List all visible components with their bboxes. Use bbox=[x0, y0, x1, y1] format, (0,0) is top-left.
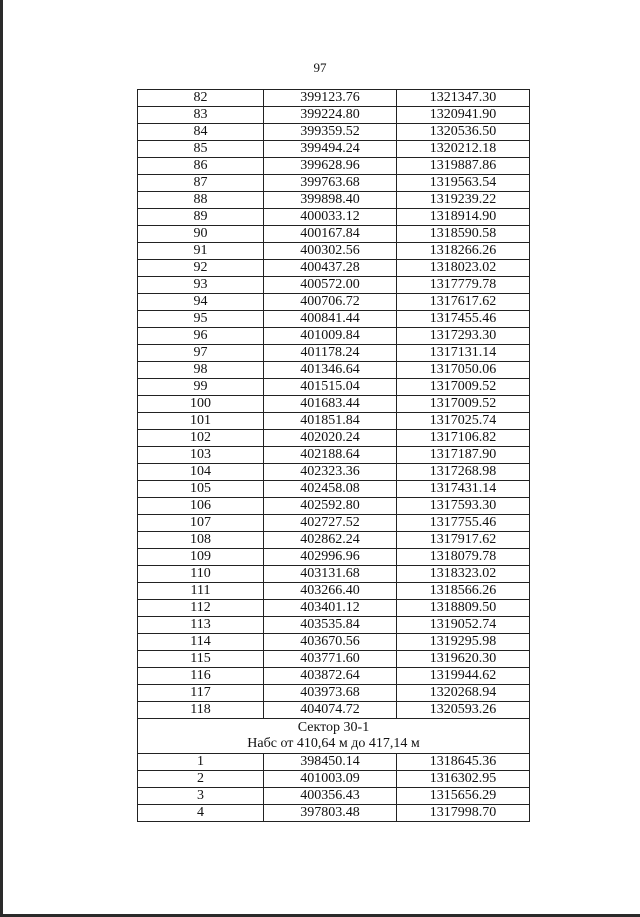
point-number-cell: 99 bbox=[138, 379, 264, 396]
x-coordinate-cell: 401515.04 bbox=[264, 379, 397, 396]
point-number-cell: 114 bbox=[138, 634, 264, 651]
sector-title: Сектор 30-1 bbox=[297, 720, 370, 735]
point-number-cell: 98 bbox=[138, 362, 264, 379]
y-coordinate-cell: 1319620.30 bbox=[397, 651, 530, 668]
x-coordinate-cell: 402323.36 bbox=[264, 464, 397, 481]
point-number-cell: 86 bbox=[138, 158, 264, 175]
point-number-cell: 91 bbox=[138, 243, 264, 260]
page-number: 97 bbox=[313, 60, 327, 75]
y-coordinate-cell: 1317268.98 bbox=[397, 464, 530, 481]
x-coordinate-cell: 400167.84 bbox=[264, 226, 397, 243]
table-row bbox=[138, 226, 530, 243]
table-row bbox=[138, 379, 530, 396]
y-coordinate-cell: 1315656.29 bbox=[397, 788, 530, 805]
y-coordinate-cell: 1320593.26 bbox=[397, 702, 530, 719]
y-coordinate-cell: 1318079.78 bbox=[397, 549, 530, 566]
coordinates-table bbox=[137, 89, 530, 822]
x-coordinate-cell: 400033.12 bbox=[264, 209, 397, 226]
table-row bbox=[138, 90, 530, 107]
x-coordinate-cell: 403973.68 bbox=[264, 685, 397, 702]
x-coordinate-cell: 402862.24 bbox=[264, 532, 397, 549]
y-coordinate-cell: 1320212.18 bbox=[397, 141, 530, 158]
y-coordinate-cell: 1317009.52 bbox=[397, 379, 530, 396]
point-number-cell: 83 bbox=[138, 107, 264, 124]
x-coordinate-cell: 403535.84 bbox=[264, 617, 397, 634]
y-coordinate-cell: 1319295.98 bbox=[397, 634, 530, 651]
sector-subtitle: Набс от 410,64 м до 417,14 м bbox=[247, 736, 420, 751]
point-number-cell: 110 bbox=[138, 566, 264, 583]
table-row bbox=[138, 566, 530, 583]
table-row bbox=[138, 668, 530, 685]
point-number-cell: 85 bbox=[138, 141, 264, 158]
table-row bbox=[138, 345, 530, 362]
point-number-cell: 115 bbox=[138, 651, 264, 668]
x-coordinate-cell: 401009.84 bbox=[264, 328, 397, 345]
y-coordinate-cell: 1319239.22 bbox=[397, 192, 530, 209]
point-number-cell: 93 bbox=[138, 277, 264, 294]
table-row bbox=[138, 685, 530, 702]
point-number-cell: 111 bbox=[138, 583, 264, 600]
y-coordinate-cell: 1319887.86 bbox=[397, 158, 530, 175]
x-coordinate-cell: 404074.72 bbox=[264, 702, 397, 719]
y-coordinate-cell: 1317755.46 bbox=[397, 515, 530, 532]
table-row bbox=[138, 600, 530, 617]
table-row bbox=[138, 192, 530, 209]
point-number-cell: 88 bbox=[138, 192, 264, 209]
table-row bbox=[138, 124, 530, 141]
table-row bbox=[138, 396, 530, 413]
table-row bbox=[138, 260, 530, 277]
table-row bbox=[138, 702, 530, 719]
x-coordinate-cell: 403872.64 bbox=[264, 668, 397, 685]
table-row bbox=[138, 209, 530, 226]
table-row bbox=[138, 464, 530, 481]
table-row bbox=[138, 515, 530, 532]
y-coordinate-cell: 1321347.30 bbox=[397, 90, 530, 107]
sector-header-row bbox=[138, 719, 530, 754]
x-coordinate-cell: 402458.08 bbox=[264, 481, 397, 498]
x-coordinate-cell: 401683.44 bbox=[264, 396, 397, 413]
x-coordinate-cell: 403131.68 bbox=[264, 566, 397, 583]
x-coordinate-cell: 402996.96 bbox=[264, 549, 397, 566]
x-coordinate-cell: 401178.24 bbox=[264, 345, 397, 362]
y-coordinate-cell: 1316302.95 bbox=[397, 771, 530, 788]
table-row bbox=[138, 328, 530, 345]
x-coordinate-cell: 400356.43 bbox=[264, 788, 397, 805]
x-coordinate-cell: 399224.80 bbox=[264, 107, 397, 124]
table-row bbox=[138, 549, 530, 566]
point-number-cell: 109 bbox=[138, 549, 264, 566]
point-number-cell: 84 bbox=[138, 124, 264, 141]
point-number-cell: 92 bbox=[138, 260, 264, 277]
point-number-cell: 103 bbox=[138, 447, 264, 464]
point-number-cell: 112 bbox=[138, 600, 264, 617]
x-coordinate-cell: 403771.60 bbox=[264, 651, 397, 668]
x-coordinate-cell: 400841.44 bbox=[264, 311, 397, 328]
y-coordinate-cell: 1317593.30 bbox=[397, 498, 530, 515]
table-row bbox=[138, 651, 530, 668]
y-coordinate-cell: 1318323.02 bbox=[397, 566, 530, 583]
y-coordinate-cell: 1319944.62 bbox=[397, 668, 530, 685]
point-number-cell: 116 bbox=[138, 668, 264, 685]
y-coordinate-cell: 1317106.82 bbox=[397, 430, 530, 447]
y-coordinate-cell: 1317050.06 bbox=[397, 362, 530, 379]
point-number-cell: 100 bbox=[138, 396, 264, 413]
table-row bbox=[138, 362, 530, 379]
y-coordinate-cell: 1317293.30 bbox=[397, 328, 530, 345]
x-coordinate-cell: 401003.09 bbox=[264, 771, 397, 788]
y-coordinate-cell: 1318645.36 bbox=[397, 754, 530, 771]
point-number-cell: 113 bbox=[138, 617, 264, 634]
point-number-cell: 89 bbox=[138, 209, 264, 226]
x-coordinate-cell: 398450.14 bbox=[264, 754, 397, 771]
y-coordinate-cell: 1320268.94 bbox=[397, 685, 530, 702]
x-coordinate-cell: 397803.48 bbox=[264, 805, 397, 822]
table-row bbox=[138, 294, 530, 311]
table-row bbox=[138, 277, 530, 294]
table-row bbox=[138, 805, 530, 822]
sector-table-body bbox=[138, 754, 530, 822]
table-row bbox=[138, 158, 530, 175]
table-row bbox=[138, 771, 530, 788]
y-coordinate-cell: 1320536.50 bbox=[397, 124, 530, 141]
y-coordinate-cell: 1317025.74 bbox=[397, 413, 530, 430]
x-coordinate-cell: 403401.12 bbox=[264, 600, 397, 617]
point-number-cell: 102 bbox=[138, 430, 264, 447]
y-coordinate-cell: 1320941.90 bbox=[397, 107, 530, 124]
y-coordinate-cell: 1319563.54 bbox=[397, 175, 530, 192]
x-coordinate-cell: 400572.00 bbox=[264, 277, 397, 294]
table-row bbox=[138, 583, 530, 600]
x-coordinate-cell: 399123.76 bbox=[264, 90, 397, 107]
y-coordinate-cell: 1318266.26 bbox=[397, 243, 530, 260]
point-number-cell: 3 bbox=[138, 788, 264, 805]
x-coordinate-cell: 401346.64 bbox=[264, 362, 397, 379]
point-number-cell: 108 bbox=[138, 532, 264, 549]
table-row bbox=[138, 311, 530, 328]
point-number-cell: 105 bbox=[138, 481, 264, 498]
x-coordinate-cell: 402727.52 bbox=[264, 515, 397, 532]
table-row bbox=[138, 243, 530, 260]
point-number-cell: 1 bbox=[138, 754, 264, 771]
point-number-cell: 95 bbox=[138, 311, 264, 328]
x-coordinate-cell: 400437.28 bbox=[264, 260, 397, 277]
x-coordinate-cell: 403266.40 bbox=[264, 583, 397, 600]
x-coordinate-cell: 399763.68 bbox=[264, 175, 397, 192]
y-coordinate-cell: 1318914.90 bbox=[397, 209, 530, 226]
table-row bbox=[138, 788, 530, 805]
sector-header-cell bbox=[138, 719, 530, 754]
table-row bbox=[138, 498, 530, 515]
y-coordinate-cell: 1317187.90 bbox=[397, 447, 530, 464]
point-number-cell: 101 bbox=[138, 413, 264, 430]
table-row bbox=[138, 634, 530, 651]
point-number-cell: 117 bbox=[138, 685, 264, 702]
y-coordinate-cell: 1318590.58 bbox=[397, 226, 530, 243]
y-coordinate-cell: 1317431.14 bbox=[397, 481, 530, 498]
point-number-cell: 87 bbox=[138, 175, 264, 192]
point-number-cell: 90 bbox=[138, 226, 264, 243]
point-number-cell: 4 bbox=[138, 805, 264, 822]
y-coordinate-cell: 1317455.46 bbox=[397, 311, 530, 328]
y-coordinate-cell: 1317131.14 bbox=[397, 345, 530, 362]
y-coordinate-cell: 1318809.50 bbox=[397, 600, 530, 617]
x-coordinate-cell: 399628.96 bbox=[264, 158, 397, 175]
scan-edge-left bbox=[0, 0, 3, 917]
table-row bbox=[138, 447, 530, 464]
table-row bbox=[138, 413, 530, 430]
table-row bbox=[138, 141, 530, 158]
y-coordinate-cell: 1319052.74 bbox=[397, 617, 530, 634]
point-number-cell: 104 bbox=[138, 464, 264, 481]
table-row bbox=[138, 430, 530, 447]
x-coordinate-cell: 402188.64 bbox=[264, 447, 397, 464]
x-coordinate-cell: 403670.56 bbox=[264, 634, 397, 651]
x-coordinate-cell: 402592.80 bbox=[264, 498, 397, 515]
coordinates-table-body bbox=[138, 90, 530, 719]
sector-section bbox=[138, 719, 530, 754]
point-number-cell: 96 bbox=[138, 328, 264, 345]
y-coordinate-cell: 1317009.52 bbox=[397, 396, 530, 413]
point-number-cell: 82 bbox=[138, 90, 264, 107]
table-row bbox=[138, 481, 530, 498]
x-coordinate-cell: 400302.56 bbox=[264, 243, 397, 260]
x-coordinate-cell: 399898.40 bbox=[264, 192, 397, 209]
y-coordinate-cell: 1318023.02 bbox=[397, 260, 530, 277]
table-row bbox=[138, 175, 530, 192]
point-number-cell: 118 bbox=[138, 702, 264, 719]
table-row bbox=[138, 532, 530, 549]
point-number-cell: 94 bbox=[138, 294, 264, 311]
y-coordinate-cell: 1317617.62 bbox=[397, 294, 530, 311]
x-coordinate-cell: 402020.24 bbox=[264, 430, 397, 447]
table-row bbox=[138, 617, 530, 634]
point-number-cell: 2 bbox=[138, 771, 264, 788]
table-row bbox=[138, 107, 530, 124]
x-coordinate-cell: 400706.72 bbox=[264, 294, 397, 311]
y-coordinate-cell: 1318566.26 bbox=[397, 583, 530, 600]
point-number-cell: 97 bbox=[138, 345, 264, 362]
point-number-cell: 107 bbox=[138, 515, 264, 532]
x-coordinate-cell: 401851.84 bbox=[264, 413, 397, 430]
table-row bbox=[138, 754, 530, 771]
y-coordinate-cell: 1317779.78 bbox=[397, 277, 530, 294]
y-coordinate-cell: 1317917.62 bbox=[397, 532, 530, 549]
point-number-cell: 106 bbox=[138, 498, 264, 515]
y-coordinate-cell: 1317998.70 bbox=[397, 805, 530, 822]
x-coordinate-cell: 399359.52 bbox=[264, 124, 397, 141]
x-coordinate-cell: 399494.24 bbox=[264, 141, 397, 158]
